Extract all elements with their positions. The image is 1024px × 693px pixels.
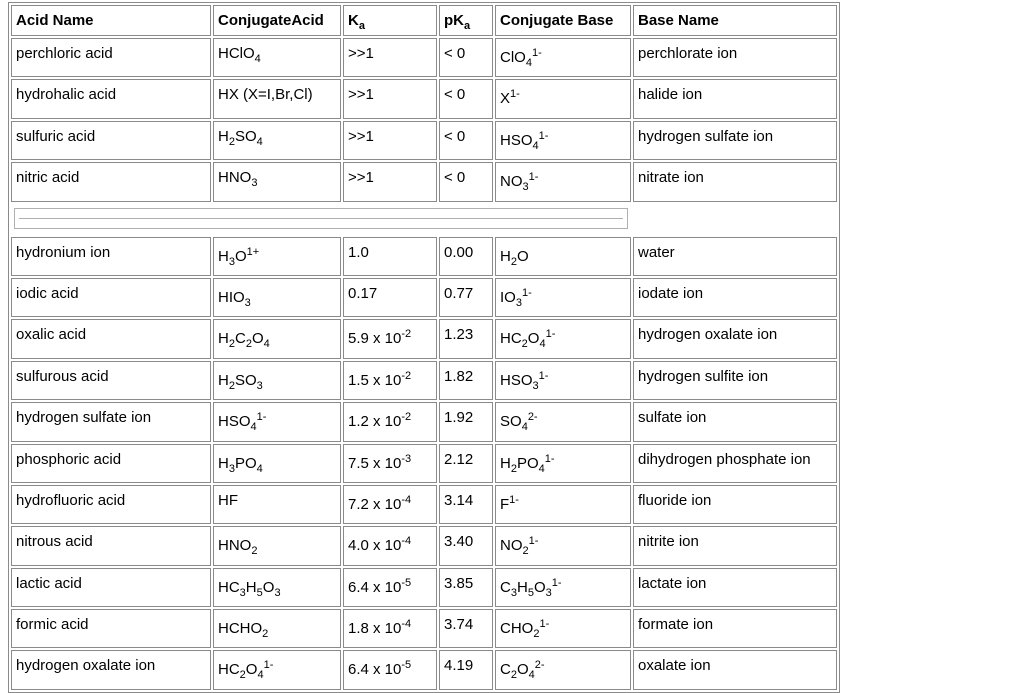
conjugate-base-part: H <box>500 454 511 472</box>
conjugate-acid-part: HCHO <box>218 620 263 638</box>
conjugate-acid-cell <box>213 526 341 565</box>
base-name-cell: oxalate ion <box>633 650 837 689</box>
base-name-cell: hydrogen sulfate ion <box>633 121 837 160</box>
ka-part: -4 <box>401 618 412 631</box>
ka-part: 1.2 x 10 <box>348 413 402 431</box>
conjugate-base-part: 4 <box>528 669 535 682</box>
ka-part: -4 <box>401 493 412 506</box>
conjugate-base-part: 2 <box>521 338 528 351</box>
conjugate-acid-cell <box>213 609 341 648</box>
conjugate-base-part: NO <box>500 537 523 555</box>
header-acid-name: Acid Name <box>11 5 211 36</box>
conjugate-acid-cell <box>213 568 341 607</box>
conjugate-acid-part: SO <box>234 127 257 145</box>
acid-name-cell: hydrohalic acid <box>11 79 211 118</box>
header-ka-sub: a <box>358 20 365 32</box>
conjugate-base-part: H <box>516 578 528 596</box>
conjugate-acid-part: 1- <box>256 411 267 424</box>
conjugate-base-part: 4 <box>521 421 528 434</box>
conjugate-base-part: 3 <box>545 586 552 599</box>
conjugate-acid-part: HClO <box>218 45 255 62</box>
base-name-cell: hydrogen sulfite ion <box>633 361 837 400</box>
acid-name-cell: lactic acid <box>11 568 211 607</box>
table-row <box>11 609 837 648</box>
table-row <box>11 319 837 358</box>
pka-cell: 1.92 <box>439 402 493 441</box>
table-row <box>11 162 837 201</box>
conjugate-acid-part: HX (X=I,Br,Cl) <box>218 86 313 104</box>
ka-part: 6.4 x 10 <box>348 578 402 596</box>
conjugate-acid-part: 4 <box>250 421 257 434</box>
conjugate-base-part: 1- <box>551 576 562 589</box>
ka-part: -5 <box>401 576 412 589</box>
conjugate-base-part: ClO <box>500 49 526 66</box>
conjugate-acid-cell <box>213 402 341 441</box>
header-pka <box>439 5 493 36</box>
conjugate-base-cell <box>495 278 631 317</box>
ka-part: 4.0 x 10 <box>348 537 402 555</box>
ka-cell: >>1 <box>343 38 437 77</box>
ka-part: -3 <box>401 452 412 465</box>
conjugate-base-part: 1- <box>538 369 549 382</box>
ka-cell <box>343 444 437 483</box>
acid-name-cell: phosphoric acid <box>11 444 211 483</box>
conjugate-acid-cell <box>213 319 341 358</box>
conjugate-acid-part: 3 <box>228 255 235 268</box>
conjugate-base-part: O <box>516 661 529 679</box>
conjugate-acid-part: HNO <box>218 537 252 555</box>
conjugate-base-part: 2 <box>510 669 517 682</box>
conjugate-acid-part: HC <box>218 578 240 596</box>
conjugate-acid-cell <box>213 444 341 483</box>
conjugate-base-part: HSO <box>500 131 533 149</box>
ka-cell <box>343 402 437 441</box>
ka-part: 7.5 x 10 <box>348 454 402 472</box>
conjugate-acid-part: 1+ <box>246 245 260 258</box>
base-name-cell: lactate ion <box>633 568 837 607</box>
acid-name-cell: hydrogen sulfate ion <box>11 402 211 441</box>
conjugate-base-part: 1- <box>509 493 519 506</box>
ka-cell <box>343 319 437 358</box>
conjugate-base-part: 2 <box>533 628 540 641</box>
pka-cell: < 0 <box>439 121 493 160</box>
conjugate-base-part: X <box>500 90 511 108</box>
separator-row <box>11 204 837 235</box>
conjugate-base-part: 1- <box>539 618 550 631</box>
conjugate-acid-cell <box>213 38 341 77</box>
base-name-cell: perchlorate ion <box>633 38 837 77</box>
conjugate-base-part: 3 <box>510 586 517 599</box>
conjugate-acid-part: 3 <box>251 177 258 190</box>
ka-cell <box>343 568 437 607</box>
header-ka <box>343 5 437 36</box>
conjugate-acid-part: O <box>262 578 275 596</box>
conjugate-base-part: 1- <box>510 88 520 101</box>
conjugate-base-cell <box>495 444 631 483</box>
ka-cell <box>343 361 437 400</box>
acid-name-cell: sulfuric acid <box>11 121 211 160</box>
conjugate-base-cell <box>495 609 631 648</box>
acid-base-table <box>8 2 840 693</box>
acid-name-cell: hydrofluoric acid <box>11 485 211 524</box>
conjugate-acid-part: H <box>245 578 257 596</box>
ka-cell <box>343 485 437 524</box>
conjugate-base-part: 1- <box>528 535 539 548</box>
pka-cell: 0.00 <box>439 237 493 276</box>
conjugate-acid-cell <box>213 278 341 317</box>
conjugate-base-part: 1- <box>545 328 556 341</box>
ka-part: -2 <box>401 328 412 341</box>
ka-cell <box>343 237 437 276</box>
conjugate-base-part: 4 <box>525 57 532 69</box>
conjugate-base-cell <box>495 38 631 77</box>
conjugate-acid-cell <box>213 121 341 160</box>
ka-cell <box>343 650 437 689</box>
conjugate-base-part: 1- <box>521 286 532 299</box>
ka-cell: >>1 <box>343 121 437 160</box>
conjugate-acid-part: PO <box>234 454 257 472</box>
separator-rule <box>14 208 628 229</box>
header-conjugate-acid: ConjugateAcid <box>213 5 341 36</box>
conjugate-base-part: 1- <box>531 47 542 59</box>
conjugate-base-part: PO <box>516 454 539 472</box>
conjugate-acid-part: 4 <box>256 462 263 475</box>
table-row <box>11 278 837 317</box>
table-row <box>11 121 837 160</box>
header-pka-base: pK <box>444 12 464 29</box>
pka-cell: < 0 <box>439 38 493 77</box>
table-row <box>11 650 837 689</box>
conjugate-acid-part: O <box>251 330 264 348</box>
conjugate-acid-part: 2 <box>228 338 235 351</box>
conjugate-base-part: SO <box>500 413 522 431</box>
base-name-cell: fluoride ion <box>633 485 837 524</box>
acid-name-cell: perchloric acid <box>11 38 211 77</box>
conjugate-base-part: NO <box>500 173 523 191</box>
base-name-cell: hydrogen oxalate ion <box>633 319 837 358</box>
conjugate-base-part: 2 <box>510 255 517 268</box>
conjugate-base-part: O <box>516 247 529 265</box>
conjugate-acid-part: HSO <box>218 413 251 431</box>
conjugate-acid-part: 2 <box>245 338 252 351</box>
conjugate-acid-part: 4 <box>256 135 263 148</box>
conjugate-base-part: O <box>527 330 540 348</box>
conjugate-acid-cell <box>213 79 341 118</box>
conjugate-acid-cell <box>213 485 341 524</box>
base-name-cell: dihydrogen phosphate ion <box>633 444 837 483</box>
conjugate-base-part: 2- <box>534 659 545 672</box>
table-body <box>11 5 837 690</box>
acid-name-cell: oxalic acid <box>11 319 211 358</box>
pka-cell: 2.12 <box>439 444 493 483</box>
conjugate-base-part: 3 <box>532 379 539 392</box>
ka-part: 1.5 x 10 <box>348 371 402 389</box>
pka-cell: < 0 <box>439 79 493 118</box>
header-conjugate-base: Conjugate Base <box>495 5 631 36</box>
conjugate-base-part: C <box>500 578 511 596</box>
pka-cell: < 0 <box>439 162 493 201</box>
conjugate-acid-part: H <box>218 127 229 145</box>
acid-name-cell: nitrous acid <box>11 526 211 565</box>
table-row <box>11 237 837 276</box>
acid-name-cell: hydronium ion <box>11 237 211 276</box>
conjugate-base-part: O <box>533 578 546 596</box>
conjugate-acid-part: H <box>218 371 229 389</box>
conjugate-acid-part: 3 <box>228 462 235 475</box>
conjugate-acid-part: O <box>245 661 258 679</box>
conjugate-acid-part: 2 <box>251 545 258 558</box>
conjugate-acid-part: 2 <box>239 669 246 682</box>
ka-cell: >>1 <box>343 79 437 118</box>
header-row <box>11 5 837 36</box>
conjugate-acid-cell <box>213 162 341 201</box>
conjugate-acid-part: 5 <box>256 586 263 599</box>
table-row <box>11 444 837 483</box>
ka-cell: >>1 <box>343 162 437 201</box>
conjugate-acid-part: 2 <box>262 628 269 641</box>
pka-cell: 3.14 <box>439 485 493 524</box>
conjugate-base-cell <box>495 361 631 400</box>
conjugate-base-cell <box>495 237 631 276</box>
conjugate-acid-cell <box>213 237 341 276</box>
conjugate-base-part: H <box>500 247 511 265</box>
base-name-cell: nitrate ion <box>633 162 837 201</box>
conjugate-base-cell <box>495 79 631 118</box>
pka-cell: 0.77 <box>439 278 493 317</box>
ka-cell <box>343 278 437 317</box>
table-row <box>11 402 837 441</box>
ka-part: -2 <box>401 369 412 382</box>
table-row <box>11 38 837 77</box>
conjugate-base-cell <box>495 402 631 441</box>
conjugate-base-part: HC <box>500 330 522 348</box>
base-name-cell: formate ion <box>633 609 837 648</box>
base-name-cell: sulfate ion <box>633 402 837 441</box>
conjugate-base-part: 5 <box>527 586 534 599</box>
pka-cell: 3.85 <box>439 568 493 607</box>
conjugate-base-cell <box>495 650 631 689</box>
conjugate-acid-part: HF <box>218 491 238 509</box>
conjugate-acid-part: H <box>218 247 229 265</box>
conjugate-base-part: 1- <box>538 129 549 142</box>
conjugate-base-part: 3 <box>515 296 522 309</box>
separator-blank-cell <box>633 204 837 235</box>
ka-part: 1.0 <box>348 243 369 261</box>
conjugate-base-cell <box>495 319 631 358</box>
conjugate-base-part: IO <box>500 288 516 306</box>
pka-cell: 1.23 <box>439 319 493 358</box>
conjugate-acid-part: 3 <box>244 296 251 309</box>
conjugate-acid-part: H <box>218 330 229 348</box>
conjugate-acid-part: SO <box>234 371 257 389</box>
conjugate-acid-part: 3 <box>256 379 263 392</box>
header-pka-sub: a <box>464 20 471 32</box>
pka-cell: 3.74 <box>439 609 493 648</box>
acid-name-cell: iodic acid <box>11 278 211 317</box>
conjugate-base-part: 1- <box>544 452 555 465</box>
table-row <box>11 526 837 565</box>
conjugate-base-cell <box>495 121 631 160</box>
conjugate-base-part: 1- <box>528 171 539 184</box>
acid-name-cell: sulfurous acid <box>11 361 211 400</box>
conjugate-base-part: 2 <box>522 545 529 558</box>
acid-name-cell: nitric acid <box>11 162 211 201</box>
table-row <box>11 79 837 118</box>
ka-part: 6.4 x 10 <box>348 661 402 679</box>
separator-cell <box>11 204 631 235</box>
conjugate-base-part: C <box>500 661 511 679</box>
conjugate-base-part: 4 <box>538 462 545 475</box>
conjugate-base-part: 4 <box>539 338 546 351</box>
conjugate-acid-part: HNO <box>218 169 252 187</box>
conjugate-acid-part: O <box>234 247 247 265</box>
conjugate-base-cell <box>495 526 631 565</box>
conjugate-base-cell <box>495 162 631 201</box>
header-ka-base: K <box>348 12 359 29</box>
ka-part: -5 <box>401 659 412 672</box>
conjugate-base-part: 3 <box>522 181 529 194</box>
conjugate-acid-part: 3 <box>274 586 281 599</box>
conjugate-acid-cell <box>213 650 341 689</box>
conjugate-acid-part: HC <box>218 661 240 679</box>
conjugate-acid-part: HIO <box>218 288 245 306</box>
table-row <box>11 361 837 400</box>
conjugate-base-part: F <box>500 495 510 513</box>
conjugate-acid-part: 1- <box>263 659 274 672</box>
ka-part: -4 <box>401 535 412 548</box>
table-row <box>11 485 837 524</box>
base-name-cell: water <box>633 237 837 276</box>
conjugate-base-part: 2- <box>527 411 538 424</box>
conjugate-acid-cell <box>213 361 341 400</box>
conjugate-base-part: 2 <box>510 462 517 475</box>
conjugate-acid-part: 2 <box>228 135 235 148</box>
ka-part: 1.8 x 10 <box>348 620 402 638</box>
acid-name-cell: hydrogen oxalate ion <box>11 650 211 689</box>
ka-part: 0.17 <box>348 284 378 302</box>
pka-cell: 3.40 <box>439 526 493 565</box>
pka-cell: 4.19 <box>439 650 493 689</box>
ka-cell <box>343 609 437 648</box>
conjugate-acid-part: 4 <box>263 338 270 351</box>
base-name-cell: halide ion <box>633 79 837 118</box>
conjugate-base-cell <box>495 485 631 524</box>
header-base-name: Base Name <box>633 5 837 36</box>
ka-part: 7.2 x 10 <box>348 495 402 513</box>
conjugate-acid-part: H <box>218 454 229 472</box>
conjugate-acid-part: 4 <box>257 669 264 682</box>
pka-cell: 1.82 <box>439 361 493 400</box>
ka-part: 5.9 x 10 <box>348 330 402 348</box>
conjugate-base-part: CHO <box>500 620 534 638</box>
acid-name-cell: formic acid <box>11 609 211 648</box>
table-row <box>11 568 837 607</box>
ka-cell <box>343 526 437 565</box>
conjugate-base-part: HSO <box>500 371 533 389</box>
conjugate-base-part: 4 <box>532 139 539 152</box>
conjugate-acid-part: C <box>234 330 246 348</box>
ka-part: -2 <box>401 411 412 424</box>
base-name-cell: nitrite ion <box>633 526 837 565</box>
conjugate-acid-part: 2 <box>228 379 235 392</box>
conjugate-acid-part: 3 <box>239 586 246 599</box>
conjugate-base-cell <box>495 568 631 607</box>
base-name-cell: iodate ion <box>633 278 837 317</box>
conjugate-acid-part: 4 <box>254 53 261 65</box>
